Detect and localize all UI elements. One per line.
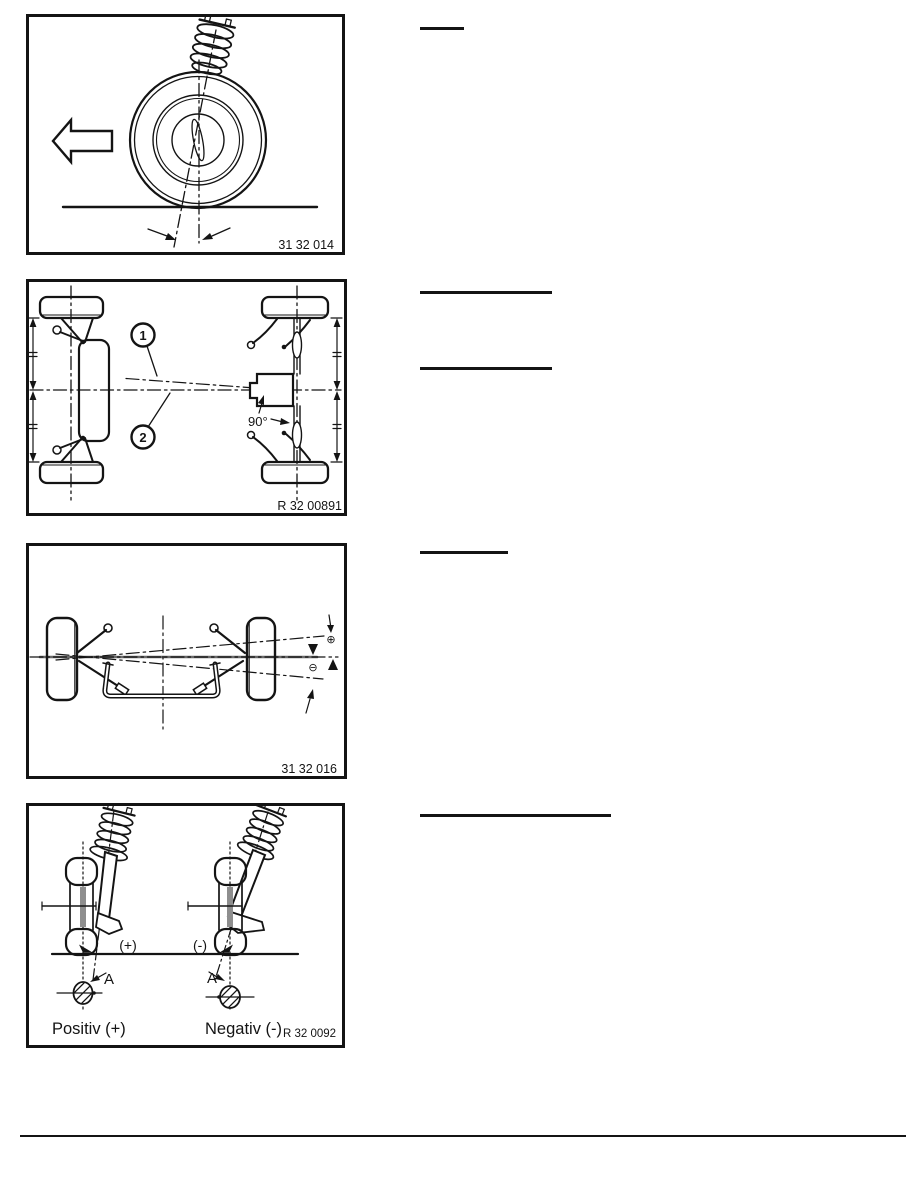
- scrub-radius-drawing: [29, 806, 342, 1045]
- heading-underline-1: [420, 27, 464, 30]
- heading-underline-5: [420, 814, 611, 817]
- heading-underline-2: [420, 291, 552, 294]
- figure-caption: R 32 0092: [283, 1028, 337, 1040]
- positive-sign-label: (+): [119, 937, 137, 953]
- direction-arrow: [53, 120, 112, 162]
- negative-assembly: [188, 806, 291, 1018]
- figure-caption: 31 32 016: [281, 762, 337, 776]
- negative-caption: Negativ (-): [205, 1020, 283, 1038]
- toe-linework: [30, 615, 338, 729]
- positive-caption: Positiv (+): [52, 1020, 126, 1038]
- callout-1-label: 1: [139, 328, 147, 343]
- figure-toe-angle-top-view: [26, 543, 347, 779]
- trail-pointer-arrows: [148, 228, 230, 240]
- scrub-radius-dim-right: A: [206, 970, 218, 987]
- negative-sign-label: (-): [193, 937, 207, 953]
- scrub-radius-dim-left: A: [103, 971, 115, 988]
- thrust-axis-line: [126, 379, 269, 390]
- axle-linework: [29, 286, 342, 500]
- callout-2-label: 2: [139, 430, 147, 445]
- strut-body: [98, 852, 117, 919]
- figure-caster-side-view: [26, 14, 345, 255]
- wheel-front: [130, 72, 266, 208]
- figure-caption: R 32 00891: [277, 499, 342, 513]
- footer-rule: [20, 1135, 906, 1137]
- figure-axle-geometry-top-view: [26, 279, 347, 516]
- differential-housing: [250, 374, 293, 406]
- figure-caption: 31 32 014: [278, 238, 334, 252]
- heading-underline-4: [420, 551, 508, 554]
- positive-assembly: [42, 806, 139, 1014]
- toe-negative-icon: ⊖: [308, 661, 318, 674]
- toe-drawing: [29, 546, 344, 776]
- caster-linework: [53, 17, 317, 247]
- tires: [47, 618, 275, 700]
- scrub-linework: [42, 806, 298, 1018]
- heading-underline-3: [420, 367, 552, 370]
- axle-geometry-drawing: [29, 282, 344, 513]
- toe-positive-icon: ⊕: [326, 633, 336, 646]
- figure-scrub-radius: [26, 803, 345, 1048]
- caster-drawing: [29, 17, 342, 252]
- right-angle-label: 90°: [248, 414, 268, 429]
